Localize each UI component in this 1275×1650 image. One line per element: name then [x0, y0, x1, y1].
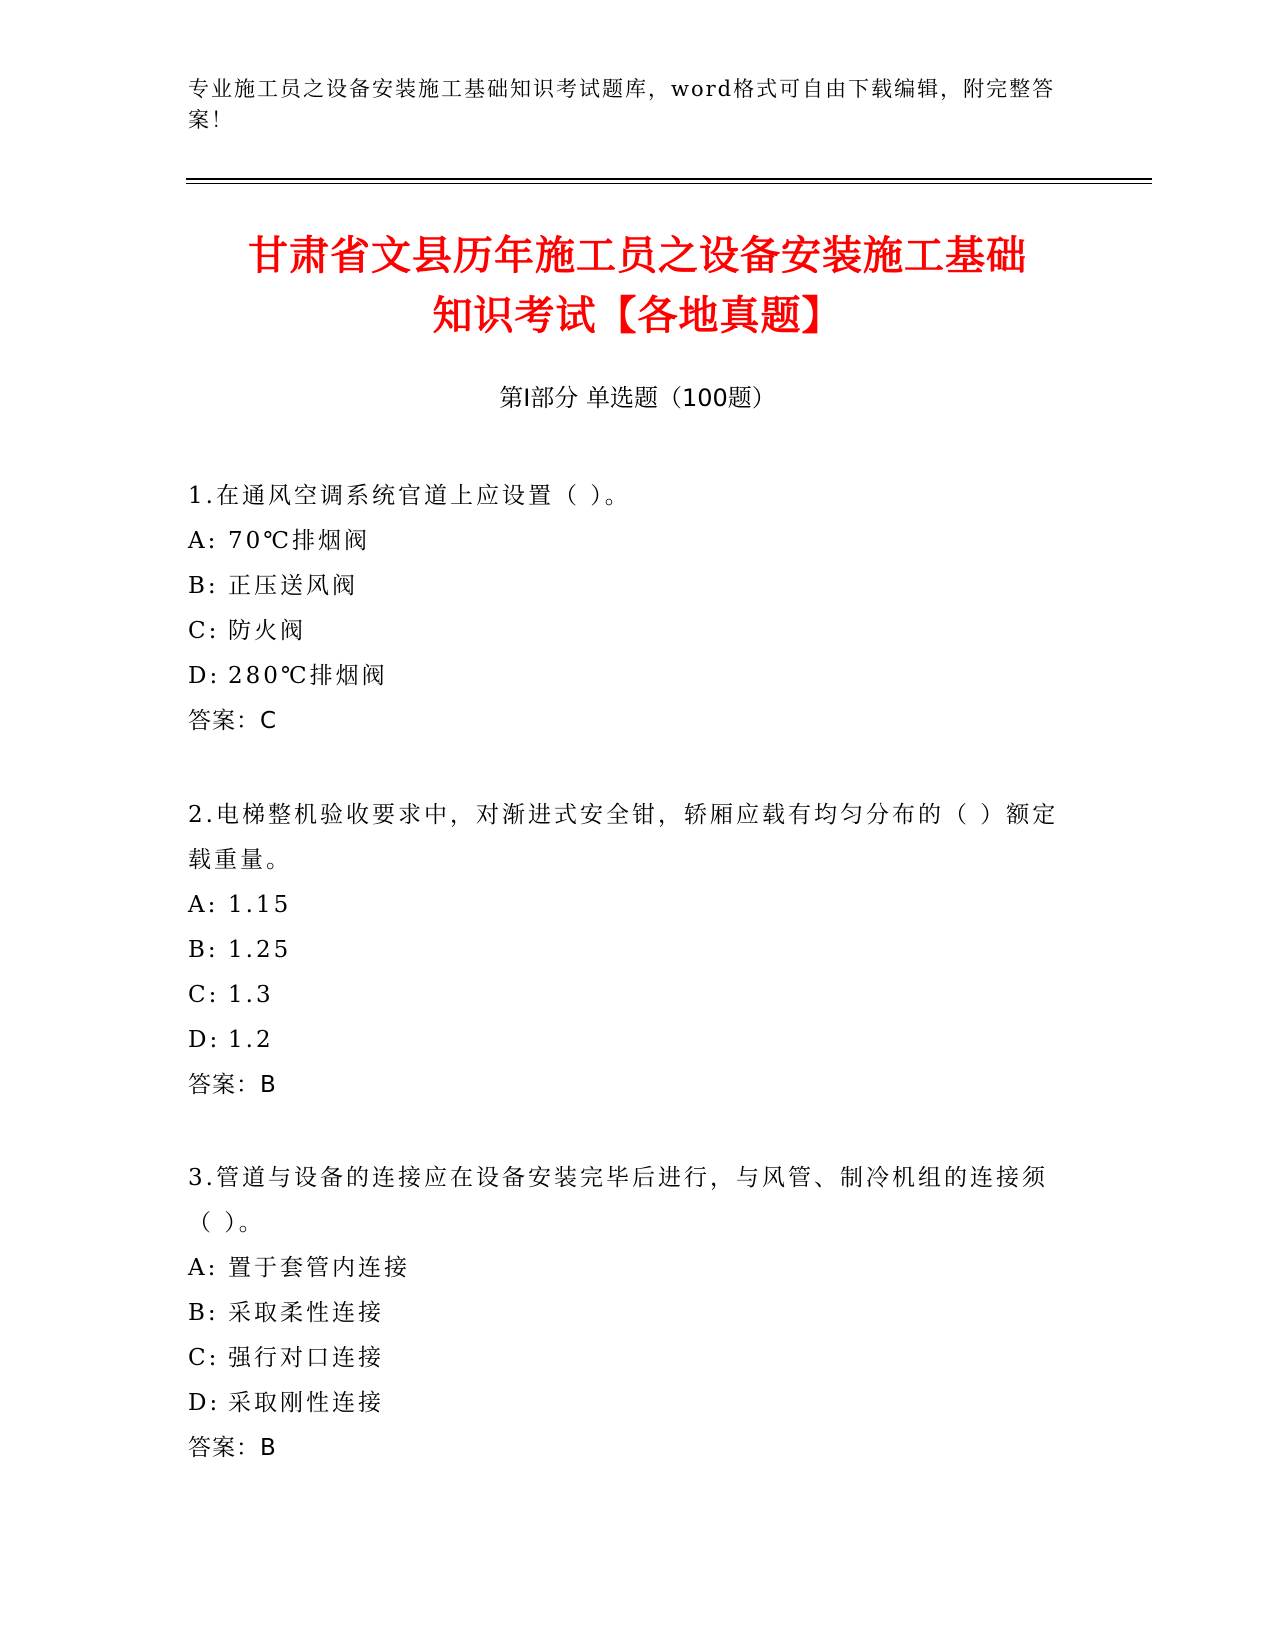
option-text: 正压送风阀 [228, 573, 358, 599]
option-text: 1.15 [228, 892, 292, 918]
option-text: 防火阀 [228, 618, 306, 644]
option-label: A: [188, 528, 219, 554]
option-b [188, 1291, 1068, 1336]
option-label: B: [188, 937, 219, 963]
option-text: 置于套管内连接 [228, 1255, 410, 1281]
document-title [180, 226, 1095, 346]
option-label: C: [188, 982, 220, 1008]
option-a [188, 883, 1068, 928]
option-d [188, 654, 1068, 699]
option-text: 1.2 [228, 1027, 274, 1053]
title-line-2: 知识考试【各地真题】 [432, 293, 843, 339]
question-2 [188, 793, 1068, 1108]
answer: 答案：B [188, 1072, 277, 1098]
option-text: 1.25 [228, 937, 292, 963]
section-heading: 第Ⅰ部分 单选题（100题） [499, 384, 776, 412]
option-text: 280℃排烟阀 [228, 663, 388, 689]
title-line-1: 甘肃省文县历年施工员之设备安装施工基础 [248, 233, 1027, 279]
option-label: B: [188, 573, 219, 599]
question-1 [188, 474, 1068, 744]
option-text: 1.3 [228, 982, 274, 1008]
option-label: A: [188, 892, 219, 918]
option-d [188, 1381, 1068, 1426]
option-text: 强行对口连接 [228, 1345, 384, 1371]
intro-text: 专业施工员之设备安装施工基础知识考试题库，word格式可自由下载编辑，附完整答案！ [188, 77, 1056, 132]
header-rule-thick [186, 178, 1152, 180]
answer: 答案：B [188, 1435, 277, 1461]
header-rule-thin [186, 183, 1152, 184]
option-d [188, 1018, 1068, 1063]
option-b [188, 564, 1068, 609]
option-label: D: [188, 663, 221, 689]
option-c [188, 1336, 1068, 1381]
option-c [188, 973, 1068, 1018]
option-label: D: [188, 1027, 221, 1053]
option-label: C: [188, 1345, 220, 1371]
option-c [188, 609, 1068, 654]
question-stem: 1.在通风空调系统官道上应设置（ ）。 [188, 483, 631, 509]
option-label: D: [188, 1390, 221, 1416]
option-a [188, 1246, 1068, 1291]
option-b [188, 928, 1068, 973]
option-text: 采取刚性连接 [228, 1390, 384, 1416]
question-stem: 2.电梯整机验收要求中，对渐进式安全钳，轿厢应载有均匀分布的（ ）额定载重量。 [188, 802, 1059, 873]
question-3 [188, 1156, 1068, 1471]
option-text: 70℃排烟阀 [228, 528, 370, 554]
option-label: A: [188, 1255, 219, 1281]
option-text: 采取柔性连接 [228, 1300, 384, 1326]
option-label: B: [188, 1300, 219, 1326]
answer: 答案：C [188, 708, 278, 734]
option-a [188, 519, 1068, 564]
question-stem: 3.管道与设备的连接应在设备安装完毕后进行，与风管、制冷机组的连接须（ ）。 [188, 1165, 1048, 1236]
option-label: C: [188, 618, 220, 644]
